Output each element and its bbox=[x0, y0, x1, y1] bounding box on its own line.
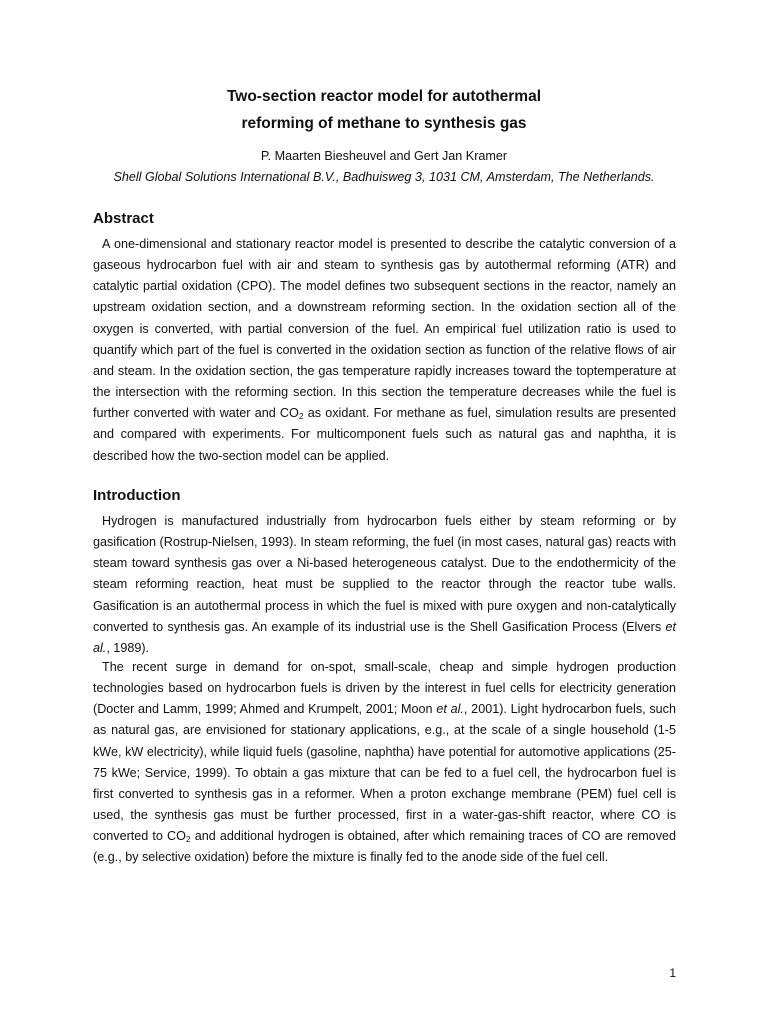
page-number: 1 bbox=[669, 966, 676, 980]
abstract-text-part-2: as oxidant. For methane as fuel, simulation results are presented and compared with experiments. For multicomponent fuels such as natural gas and naphtha, it is described how the two-section model can be applied. bbox=[93, 406, 676, 463]
affiliation: Shell Global Solutions International B.V., Badhuisweg 3, 1031 CM, Amsterdam, The Netherlands. bbox=[113, 170, 655, 184]
intro-p1-italic: et al. bbox=[93, 619, 676, 655]
abstract-paragraph bbox=[93, 234, 676, 467]
introduction-paragraph-2 bbox=[93, 657, 676, 869]
intro-p2-italic: et al. bbox=[436, 702, 464, 717]
paper-title-line-2: reforming of methane to synthesis gas bbox=[241, 115, 527, 132]
intro-p2-co2-subscript: 2 bbox=[185, 834, 191, 845]
authors: P. Maarten Biesheuvel and Gert Jan Kramer bbox=[260, 149, 508, 163]
intro-p2-text-part-3: and additional hydrogen is obtained, after which remaining traces of CO are removed (e.g., by selective oxidation) before the mixture is finally fed to the anode side of the fuel cell. bbox=[93, 829, 676, 865]
intro-p2-text-part-1: The recent surge in demand for on-spot, small-scale, cheap and simple hydrogen production technologies based on hydrocarbon fuels is driven by the interest in fuel cells for electricity generation (Docter and Lamm, 1999; Ahmed and Krumpelt, 2001; Moon bbox=[93, 660, 676, 717]
paper-title-line-1: Two-section reactor model for autothermal bbox=[226, 88, 542, 105]
abstract-text-part-1: A one-dimensional and stationary reactor model is presented to describe the catalytic conversion of a gaseous hydrocarbon fuel with air and steam to synthesis gas by autothermal reforming (ATR) and catalytic partial oxidation (CPO). The model defines two subsequent sections in the reactor, namely an upstream oxidation section, and a downstream reforming section. In the oxidation section all of the oxygen is converted, with partial conversion of the fuel. An empirical fuel utilization ratio is used to quantify which part of the fuel is converted in the oxidation section as function of the relative flows of air and steam. In the oxidation section, the gas temperature rapidly increases toward the toptemperature at the intersection with the reforming section. In this section the temperature decreases while the fuel is further converted with water and CO bbox=[93, 237, 676, 421]
intro-p2-text-part-2: , 2001). Light hydrocarbon fuels, such as natural gas, are envisioned for stationary applications, e.g., at the scale of a single household (1-5 kWe, kW electricity), while liquid fuels (gasoline, naphtha) have potential for automotive applications (25-75 kWe; Service, 1999). To obtain a gas mixture that can be fed to a fuel cell, the hydrocarbon fuel is first converted to synthesis gas in a reformer. When a proton exchange membrane (PEM) fuel cell is used, the synthesis gas must be further processed, first in a water-gas-shift reactor, where CO is converted to CO bbox=[93, 702, 676, 844]
intro-p1-text-part-2: , 1989). bbox=[106, 640, 150, 655]
introduction-heading: Introduction bbox=[93, 487, 181, 504]
intro-p1-text-part-1: Hydrogen is manufactured industrially from hydrocarbon fuels either by steam reforming or by gasification (Rostrup-Nielsen, 1993). In steam reforming, the fuel (in most cases, natural gas) reacts with steam toward synthesis gas over a Ni-based heterogeneous catalyst. Due to the endothermicity of the steam reforming reaction, heat must be supplied to the reactor through the reactor tube walls. Gasification is an autothermal process in which the fuel is mixed with pure oxygen and non-catalytically converted to synthesis gas. An example of its industrial use is the Shell Gasification Process (Elvers bbox=[93, 514, 676, 634]
abstract-heading: Abstract bbox=[93, 210, 154, 227]
introduction-paragraph-1 bbox=[93, 511, 676, 659]
abstract-co2-subscript: 2 bbox=[298, 411, 304, 422]
